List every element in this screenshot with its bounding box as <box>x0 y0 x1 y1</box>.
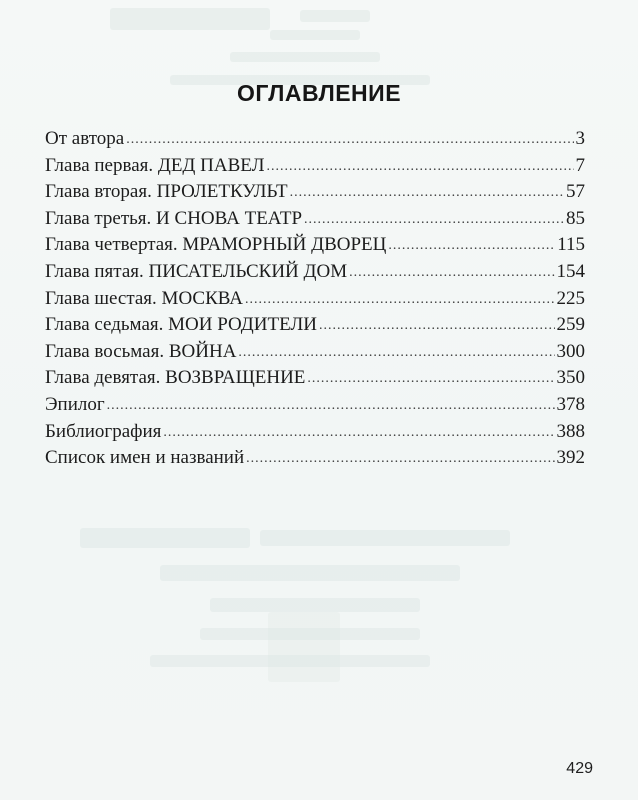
toc-entry[interactable] <box>45 153 585 180</box>
toc-entry-page: 350 <box>556 367 585 389</box>
toc-leader-dots <box>319 313 554 340</box>
toc-entry-label: Глава первая. ДЕД ПАВЕЛ <box>45 154 265 176</box>
toc-leader-dots <box>290 180 564 207</box>
toc-entry-label: Глава девятая. ВОЗВРАЩЕНИЕ <box>45 367 306 389</box>
toc-entry[interactable] <box>45 232 585 259</box>
toc-leader-dots <box>107 393 555 420</box>
toc-entry-page: 57 <box>566 181 585 203</box>
toc-entry-page: 300 <box>556 340 585 362</box>
toc-leader-dots <box>267 154 574 181</box>
show-through-mark <box>230 52 380 62</box>
table-of-contents <box>45 126 585 472</box>
toc-entry-page: 7 <box>575 154 585 176</box>
toc-entry[interactable] <box>45 419 585 446</box>
show-through-mark <box>300 10 370 22</box>
toc-leader-dots <box>245 287 555 314</box>
toc-entry[interactable] <box>45 445 585 472</box>
toc-leader-dots <box>307 366 554 393</box>
toc-entry[interactable] <box>45 312 585 339</box>
toc-entry-label: Глава седьмая. МОИ РОДИТЕЛИ <box>45 314 318 336</box>
toc-entry-label: Глава шестая. МОСКВА <box>45 287 243 309</box>
toc-entry-page: 259 <box>556 314 585 336</box>
show-through-mark <box>260 530 510 546</box>
toc-leader-dots <box>304 207 564 234</box>
toc-entry-page: 85 <box>566 207 585 229</box>
toc-entry-page: 225 <box>556 287 585 309</box>
toc-entry[interactable] <box>45 126 585 153</box>
toc-entry-page: 378 <box>556 393 585 415</box>
toc-entry-label: Список имен и названий <box>45 447 245 469</box>
toc-leader-dots <box>163 420 554 447</box>
toc-leader-dots <box>238 340 554 367</box>
toc-entry[interactable] <box>45 206 585 233</box>
toc-entry-page: 392 <box>556 447 585 469</box>
toc-leader-dots <box>246 446 554 473</box>
page-number: 429 <box>566 760 593 777</box>
page-title: ОГЛАВЛЕНИЕ <box>236 80 402 106</box>
toc-entry-label: Глава четвертая. МРАМОРНЫЙ ДВОРЕЦ <box>45 234 387 256</box>
toc-entry[interactable] <box>45 179 585 206</box>
toc-leader-dots <box>388 233 555 260</box>
toc-entry-label: От автора <box>45 128 125 149</box>
toc-leader-dots <box>126 127 573 154</box>
toc-entry-label: Глава пятая. ПИСАТЕЛЬСКИЙ ДОМ <box>45 260 348 282</box>
toc-entry-label: Глава вторая. ПРОЛЕТКУЛЬТ <box>45 181 288 203</box>
toc-entry[interactable] <box>45 259 585 286</box>
toc-entry[interactable] <box>45 365 585 392</box>
toc-entry-label: Глава восьмая. ВОЙНА <box>45 340 237 362</box>
toc-entry-label: Эпилог <box>45 393 105 415</box>
show-through-mark <box>210 598 420 612</box>
toc-entry[interactable] <box>45 339 585 366</box>
show-through-mark <box>80 528 250 548</box>
toc-entry[interactable] <box>45 392 585 419</box>
toc-entry-page: 154 <box>556 260 585 282</box>
show-through-mark <box>110 8 270 30</box>
toc-entry-label: Глава третья. И СНОВА ТЕАТР <box>45 207 303 229</box>
toc-entry-page: 115 <box>557 234 585 256</box>
toc-entry-page: 388 <box>556 420 585 442</box>
show-through-mark <box>160 565 460 581</box>
toc-entry[interactable] <box>45 286 585 313</box>
toc-leader-dots <box>349 260 554 287</box>
show-through-mark <box>270 30 360 40</box>
show-through-mark <box>268 612 340 682</box>
toc-entry-label: Библиография <box>45 420 162 442</box>
toc-entry-page: 3 <box>575 128 585 149</box>
